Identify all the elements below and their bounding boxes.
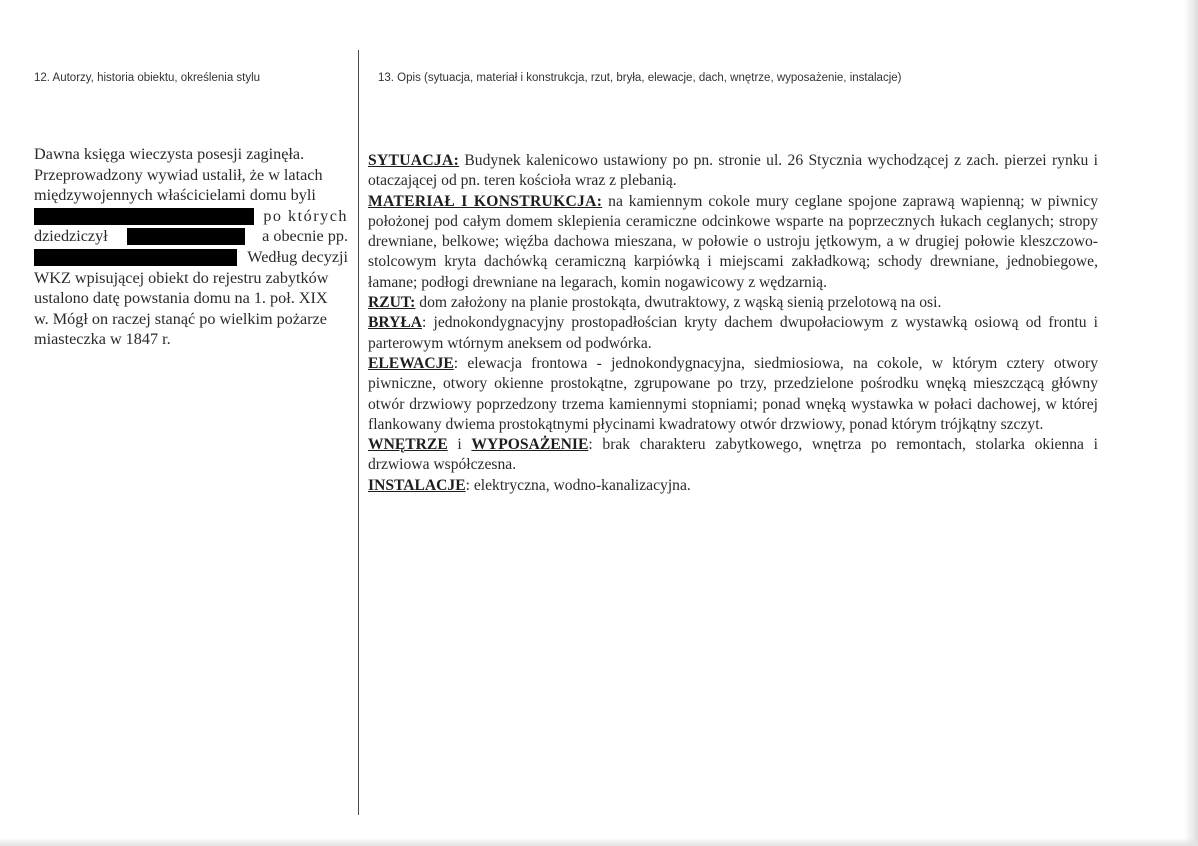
- heading-rzut: RZUT:: [368, 294, 416, 312]
- history-text: [34, 144, 348, 350]
- heading-material: MATERIAŁ I KONSTRUKCJA:: [368, 192, 603, 210]
- history-line: Według decyzji: [34, 247, 348, 268]
- heading-elewacje: ELEWACJE: [368, 354, 454, 372]
- scan-bottom-shadow: [0, 838, 1198, 846]
- history-line: Dawna księga wieczysta posesji zaginęła.: [34, 145, 305, 163]
- history-line: WKZ wpisującej obiekt do rejestru zabytków: [34, 268, 329, 287]
- paragraph-elewacje: ELEWACJE: elewacja frontowa - jednokondygnacyjna, siedmiosiowa, na cokole, w którym cztery otwory piwniczne, otwory okienne prostokątne, zgrupowane po trzy, przedzielone pośrodku wnęką mieszczącą główny otwór drzwiowy poprzedzony trzema kamiennymi stopniami; ponad wnęką wystawka w połaci dachowej, w której flankowany dwiema prostokątnymi płycinami kwadratowy otwór drzwiowy, ponad którym trójkątny szczyt.: [368, 354, 1098, 433]
- column-divider: [358, 50, 359, 815]
- history-line: po których: [34, 206, 348, 227]
- paragraph-instalacje: INSTALACJE: elektryczna, wodno-kanalizacyjna.: [368, 476, 691, 494]
- heading-instalacje: INSTALACJE: [368, 476, 466, 494]
- heading-wnetrze: WNĘTRZE: [368, 436, 448, 454]
- paragraph-rzut: RZUT: dom założony na planie prostokąta, dwutraktowy, z wąską sienią przelotową na osi.: [368, 294, 942, 312]
- description-text: [368, 151, 1098, 496]
- history-line: miasteczka w 1847 r.: [34, 330, 171, 349]
- paragraph-material: MATERIAŁ I KONSTRUKCJA: na kamiennym cokole mury ceglane spojone zaprawą wapienną; w piwnicy położonej pod całym domem sklepienia ceramiczne odcinkowe wsparte na poprzecznych łukach ceglanych; stropy drewniane, belkowe; więźba dachowa mieszana, w połowie o ustroju jętkowym, a w drugiej połowie kleszczowo-stolcowym kryta dachówką ceramiczną karpiówką i miejscami zakładkową; schody drewniane, jednobiegowe, łamane; podłogi drewniane na legarach, komin nogawicowy z wędzarnią.: [368, 192, 1098, 291]
- scan-edge-shadow: [1184, 0, 1198, 846]
- history-line: dziedziczył a obecnie pp.: [34, 227, 348, 246]
- history-line: międzywojennych właścicielami domu byli: [34, 186, 316, 205]
- paragraph-sytuacja: SYTUACJA: Budynek kalenicowo ustawiony po pn. stronie ul. 26 Stycznia wychodzącej z zach. pierzei rynku i otaczającej od pn. teren kościoła wraz z plebanią.: [368, 152, 1098, 190]
- history-line: w. Mógł on raczej stanąć po wielkim pożarze: [34, 309, 327, 328]
- redaction-bar: [34, 249, 237, 266]
- history-line: Przeprowadzony wywiad ustalił, że w latach: [34, 165, 323, 184]
- section-12-header: 12. Autorzy, historia obiektu, określenia stylu: [34, 72, 261, 84]
- redaction-bar: [34, 208, 254, 225]
- heading-bryla: BRYŁA: [368, 314, 423, 332]
- heading-sytuacja: SYTUACJA:: [368, 152, 460, 169]
- section-13-header: 13. Opis (sytuacja, materiał i konstrukcja, rzut, bryła, elewacje, dach, wnętrze, wyposażenie, instalacje): [378, 72, 902, 84]
- redaction-bar: [127, 228, 245, 245]
- heading-wyposazenie: WYPOSAŻENIE: [471, 436, 589, 454]
- paragraph-bryla: BRYŁA: jednokondygnacyjny prostopadłościan kryty dachem dwupołaciowym z wystawką osiową od frontu i parterowym wtórnym aneksem od podwórka.: [368, 314, 1098, 352]
- history-line: ustalono datę powstania domu na 1. poł. XIX: [34, 289, 328, 308]
- paragraph-wnetrze: WNĘTRZE i WYPOSAŻENIE: brak charakteru zabytkowego, wnętrza po remontach, stolarka okienna i drzwiowa współczesna.: [368, 436, 1098, 474]
